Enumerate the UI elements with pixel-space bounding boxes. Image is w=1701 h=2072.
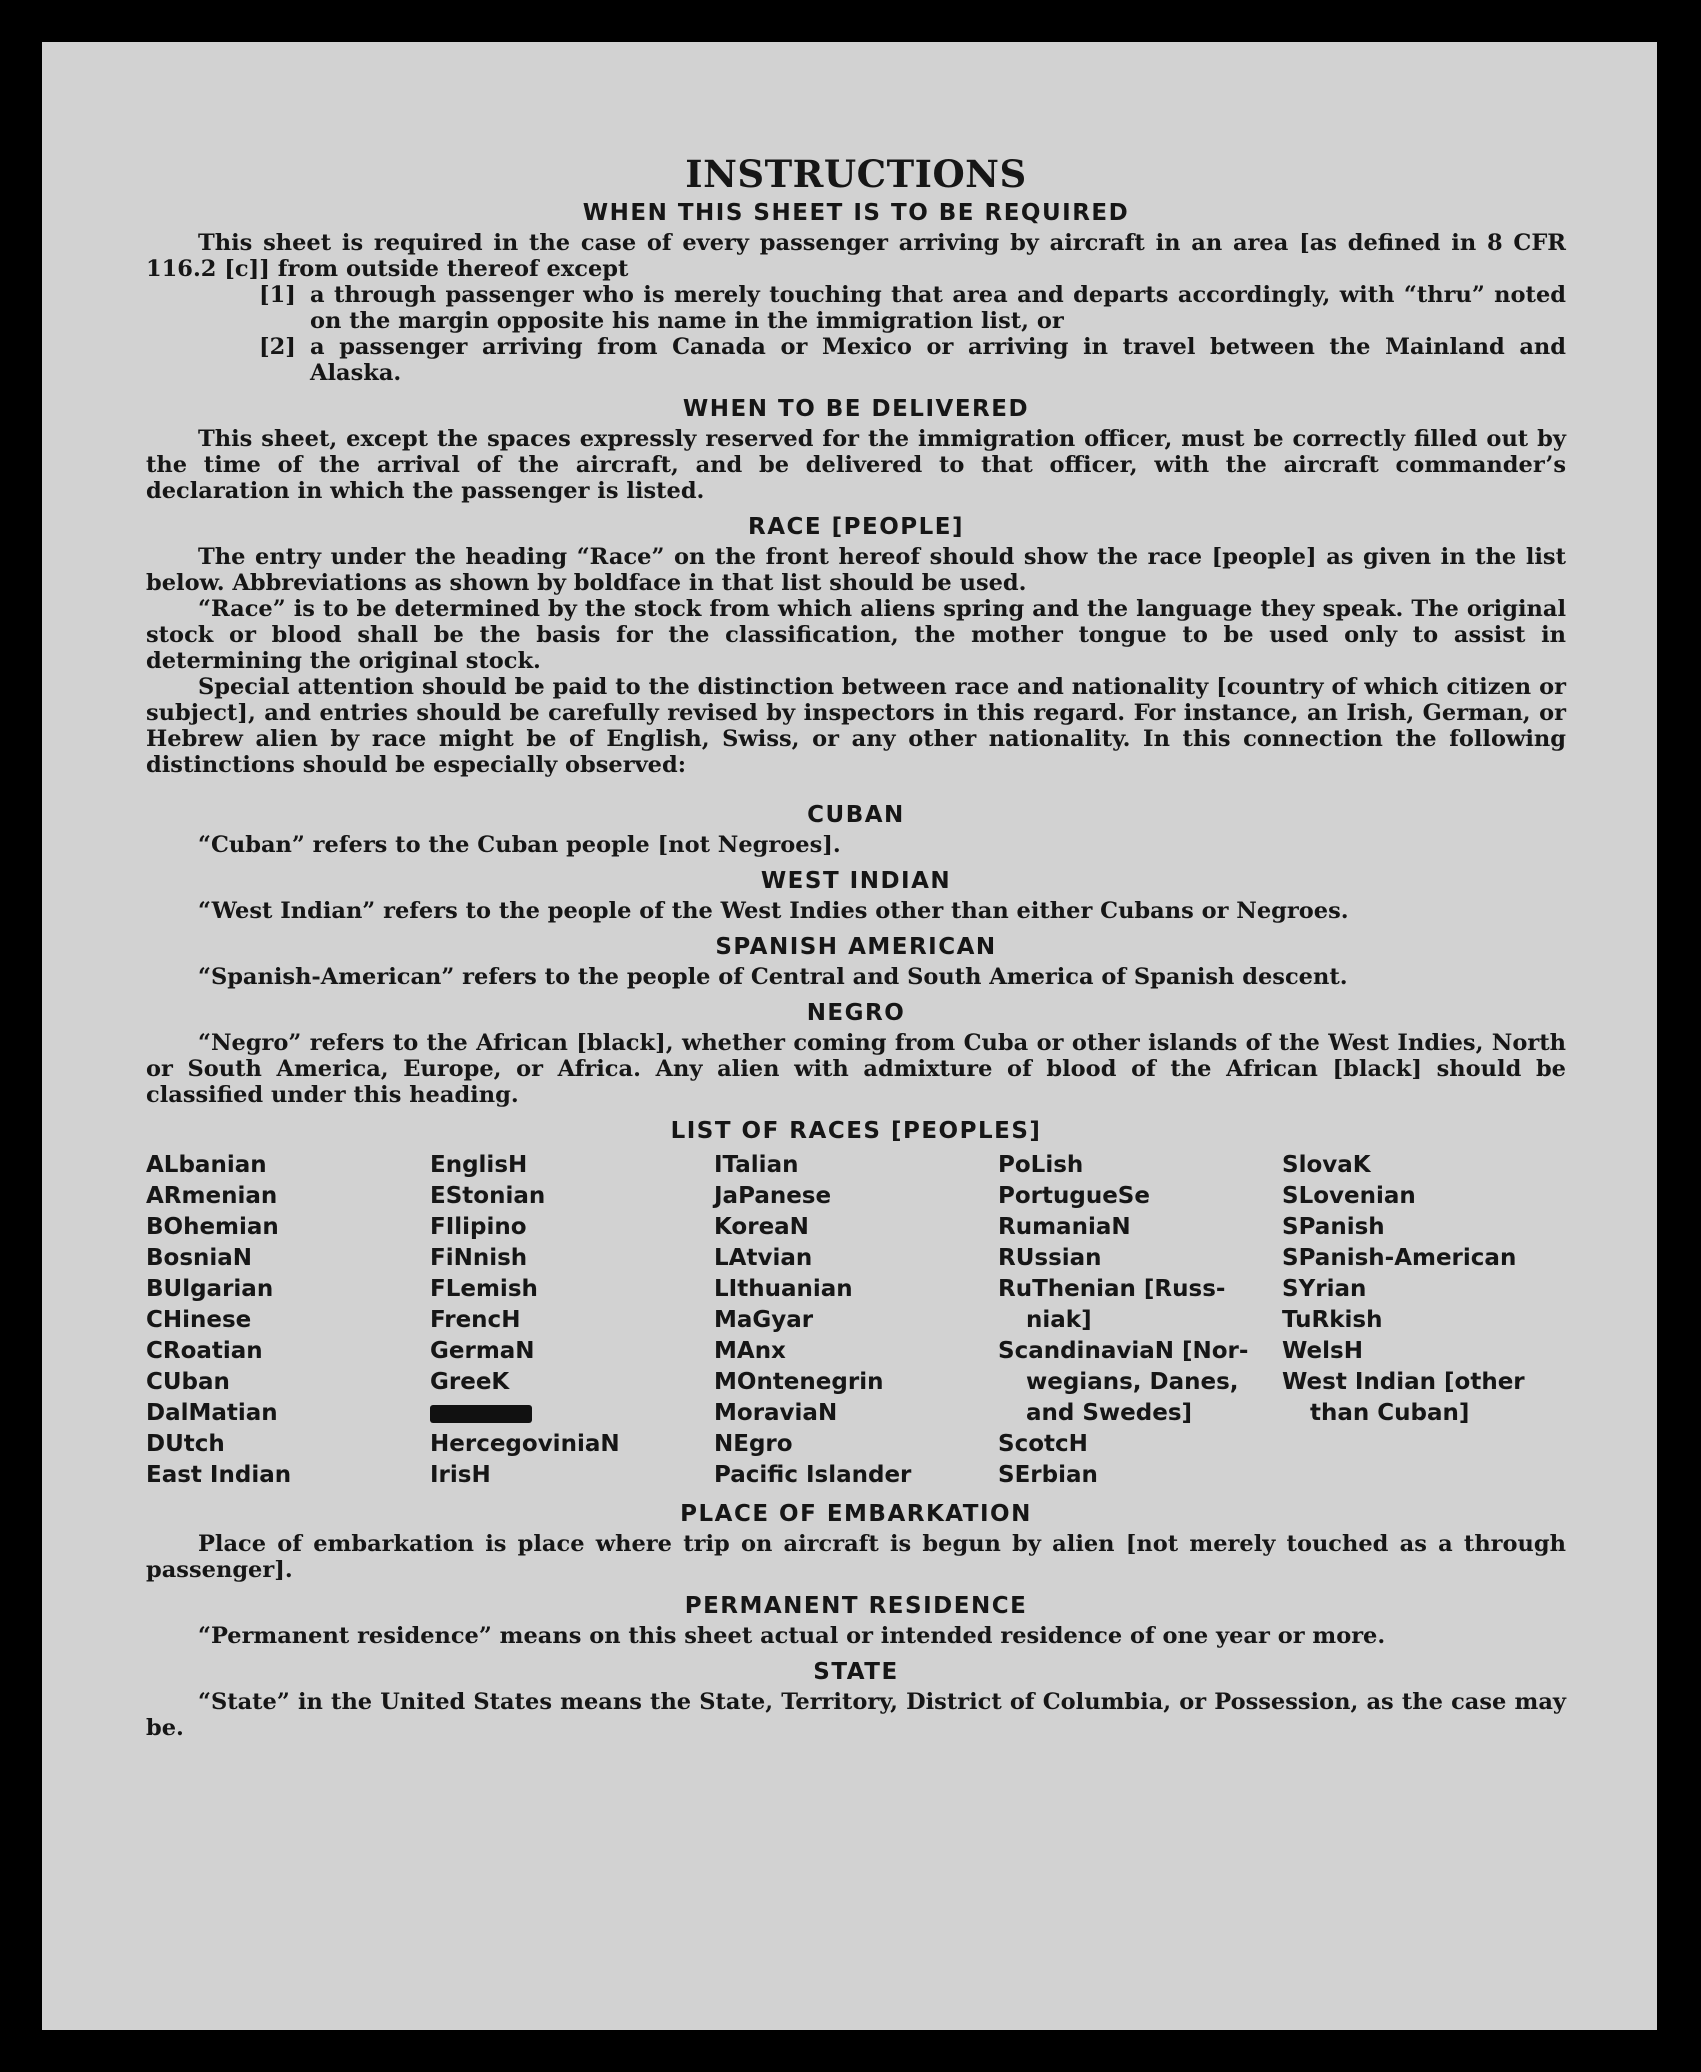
race-entry: FLemish: [430, 1276, 538, 1302]
race-entry: ALbanian: [146, 1152, 267, 1178]
west-indian-text: “West Indian” refers to the people of the West Indies other than either Cubans or Negroes.: [198, 898, 1349, 924]
heading-list-of-races: LIST OF RACES [PEOPLES]: [670, 1118, 1042, 1144]
redacted-entry: [430, 1398, 714, 1429]
heading-embarkation: PLACE OF EMBARKATION: [680, 1501, 1032, 1527]
race-column-3: [714, 1150, 998, 1491]
race-entry-continued: and Swedes]: [1026, 1400, 1193, 1426]
race-column-2: [430, 1150, 714, 1491]
race-entry: SPanish-American: [1282, 1245, 1517, 1271]
race-entry: LAtvian: [714, 1245, 813, 1271]
race-entry: FiNnish: [430, 1245, 528, 1271]
race-entry: SPanish: [1282, 1214, 1385, 1240]
item-number: [1]: [259, 282, 296, 308]
heading-negro: NEGRO: [806, 1000, 906, 1026]
item-number: [2]: [259, 334, 296, 360]
race-entry: FrencH: [430, 1307, 521, 1333]
document-sheet: [42, 42, 1657, 2030]
race-entry: SYrian: [1282, 1276, 1367, 1302]
race-entry: EnglisH: [430, 1152, 528, 1178]
race-entry: SErbian: [998, 1462, 1098, 1488]
race-entry: BosniaN: [146, 1245, 253, 1271]
heading-state: STATE: [813, 1659, 899, 1685]
race-entry: GreeK: [430, 1369, 510, 1395]
race-entry: PortugueSe: [998, 1183, 1150, 1209]
state-text: “State” in the United States means the State, Territory, District of Columbia, or Possession, as the case may be.: [146, 1689, 1566, 1741]
race-column-1: [146, 1150, 430, 1491]
race-entry: NEgro: [714, 1431, 793, 1457]
race-entry: EStonian: [430, 1183, 546, 1209]
race-entry: BUlgarian: [146, 1276, 274, 1302]
race-paragraph-2: “Race” is to be determined by the stock from which aliens spring and the language they speak. The original stock or blood shall be the basis for the classification, the mother tongue to be used only to assist in determining the original stock.: [146, 596, 1566, 674]
race-list: [146, 1150, 1566, 1491]
item-text: a passenger arriving from Canada or Mexico or arriving in travel between the Mainland and Alaska.: [310, 334, 1566, 386]
race-entry: RUssian: [998, 1245, 1102, 1271]
race-paragraph-1: The entry under the heading “Race” on the front hereof should show the race [people] as given in the list below. Abbreviations as shown by boldface in that list should be used.: [146, 544, 1566, 596]
race-entry: East Indian: [146, 1462, 292, 1488]
embarkation-text: Place of embarkation is place where trip on aircraft is begun by alien [not merely touched as a through passenger].: [146, 1531, 1566, 1583]
race-entry: WelsH: [1282, 1338, 1363, 1364]
race-entry: DalMatian: [146, 1400, 278, 1426]
instructions-content: [146, 152, 1566, 1741]
race-entry: MaGyar: [714, 1307, 814, 1333]
race-entry: Pacific Islander: [714, 1462, 912, 1488]
race-entry: CUban: [146, 1369, 230, 1395]
race-column-4: [998, 1150, 1282, 1491]
redaction-mark: [430, 1405, 532, 1423]
race-entry: IrisH: [430, 1462, 491, 1488]
race-entry: HercegoviniaN: [430, 1431, 620, 1457]
heading-residence: PERMANENT RESIDENCE: [684, 1593, 1028, 1619]
cuban-text: “Cuban” refers to the Cuban people [not Negroes].: [198, 832, 841, 858]
race-entry: RumaniaN: [998, 1214, 1131, 1240]
race-entry: CHinese: [146, 1307, 252, 1333]
page-title: INSTRUCTIONS: [685, 152, 1027, 196]
heading-spanish-american: SPANISH AMERICAN: [715, 934, 997, 960]
race-entry-continued: wegians, Danes,: [1026, 1369, 1239, 1395]
spanish-american-text: “Spanish-American” refers to the people of Central and South America of Spanish descent.: [198, 964, 1348, 990]
required-intro: This sheet is required in the case of every passenger arriving by aircraft in an area [as defined in 8 CFR 116.2 [c]] from outside thereof except: [146, 230, 1566, 282]
race-entry: ScandinaviaN [Nor-: [998, 1338, 1249, 1364]
race-entry: LIthuanian: [714, 1276, 853, 1302]
race-entry: FIlipino: [430, 1214, 527, 1240]
race-entry: SLovenian: [1282, 1183, 1416, 1209]
race-entry: MAnx: [714, 1338, 786, 1364]
race-entry: BOhemian: [146, 1214, 279, 1240]
race-entry: TuRkish: [1282, 1307, 1383, 1333]
race-entry-continued: than Cuban]: [1310, 1400, 1470, 1426]
race-entry: JaPanese: [714, 1183, 832, 1209]
race-entry: MoraviaN: [714, 1400, 838, 1426]
race-column-5: [1282, 1150, 1566, 1491]
heading-race: RACE [PEOPLE]: [748, 514, 964, 540]
race-entry: MOntenegrin: [714, 1369, 884, 1395]
heading-cuban: CUBAN: [807, 802, 905, 828]
race-entry: KoreaN: [714, 1214, 809, 1240]
required-item-1: [259, 282, 1566, 334]
race-entry: ARmenian: [146, 1183, 278, 1209]
race-entry-continued: niak]: [1026, 1307, 1092, 1333]
race-entry: West Indian [other: [1282, 1369, 1525, 1395]
heading-delivered: WHEN TO BE DELIVERED: [682, 396, 1030, 422]
heading-required: WHEN THIS SHEET IS TO BE REQUIRED: [582, 200, 1130, 226]
race-entry: ITalian: [714, 1152, 799, 1178]
heading-west-indian: WEST INDIAN: [760, 868, 952, 894]
race-entry: ScotcH: [998, 1431, 1088, 1457]
race-entry: RuThenian [Russ-: [998, 1276, 1226, 1302]
item-text: a through passenger who is merely touching that area and departs accordingly, with “thru” noted on the margin opposite his name in the immigration list, or: [310, 282, 1566, 334]
race-entry: SlovaK: [1282, 1152, 1371, 1178]
race-entry: PoLish: [998, 1152, 1084, 1178]
race-entry: DUtch: [146, 1431, 225, 1457]
race-paragraph-3: Special attention should be paid to the distinction between race and nationality [country of which citizen or subject], and entries should be carefully revised by inspectors in this regard. For instance, an Irish, German, or Hebrew alien by race might be of English, Swiss, or any other nationality. In this connection the following distinctions should be especially observed:: [146, 674, 1566, 778]
negro-text: “Negro” refers to the African [black], whether coming from Cuba or other islands of the West Indies, North or South America, Europe, or Africa. Any alien with admixture of blood of the African [black] should be classified under this heading.: [146, 1030, 1566, 1108]
required-item-2: [259, 334, 1566, 386]
residence-text: “Permanent residence” means on this sheet actual or intended residence of one year or more.: [198, 1623, 1386, 1649]
race-entry: GermaN: [430, 1338, 535, 1364]
delivered-text: This sheet, except the spaces expressly reserved for the immigration officer, must be correctly filled out by the time of the arrival of the aircraft, and be delivered to that officer, with the aircraft commander’s declaration in which the passenger is listed.: [146, 426, 1566, 504]
race-entry: CRoatian: [146, 1338, 263, 1364]
